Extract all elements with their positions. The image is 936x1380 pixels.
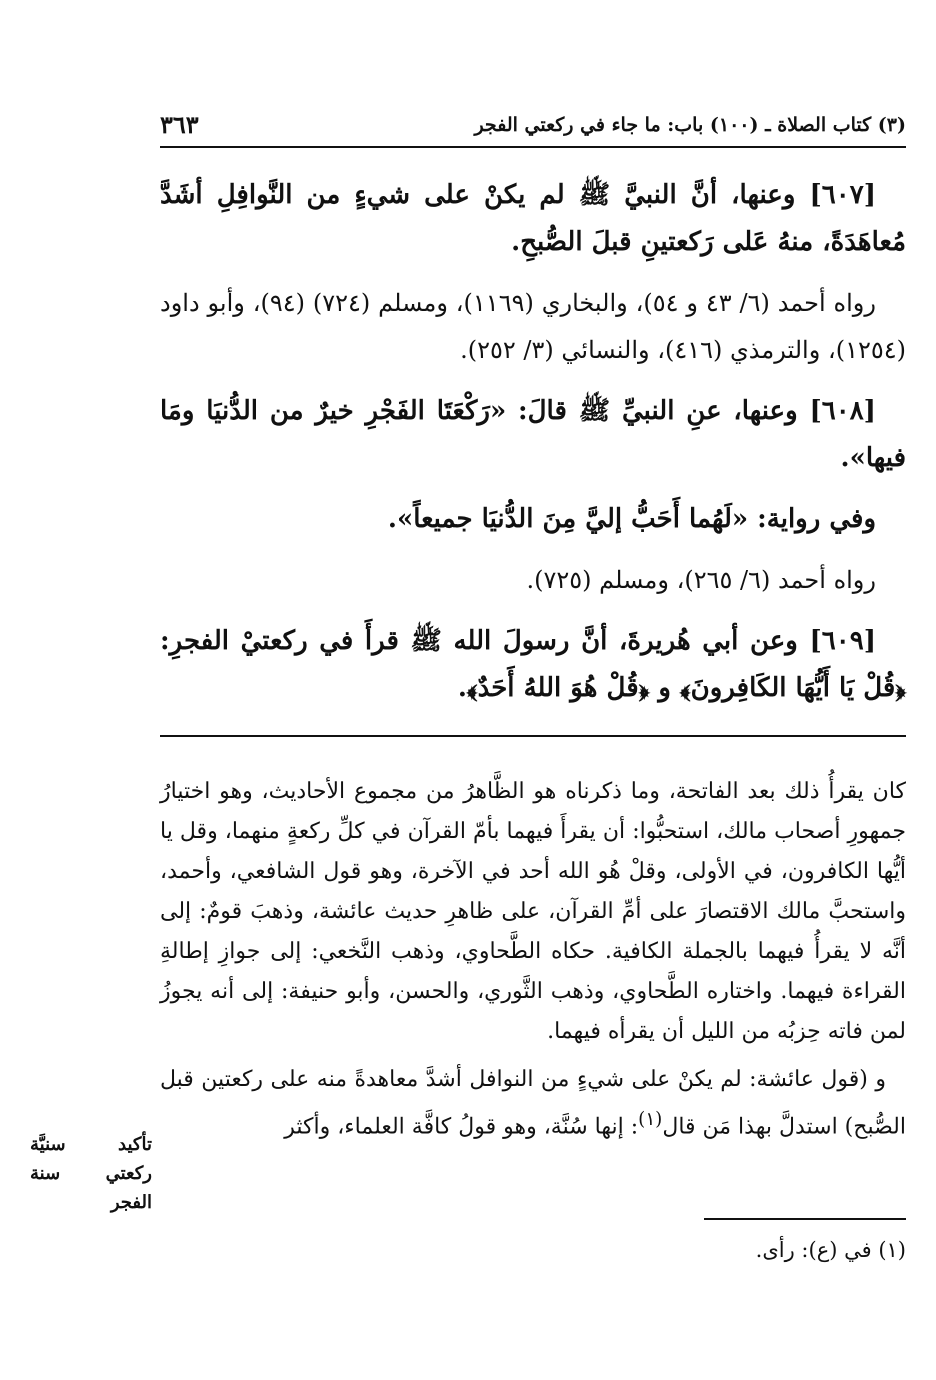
commentary <box>160 772 906 1155</box>
margin-heading: تأكيد سنيَّة ركعتي سنة الفجر <box>30 1134 152 1213</box>
hadith-608-riwaya: وفي رواية: «لَهُما أَحَبُّ إليَّ مِنَ الدُّنيَا جميعاً». <box>387 504 876 534</box>
footnote-divider <box>704 1218 906 1220</box>
footnote-ref: (١) <box>638 1109 663 1130</box>
commentary-paragraph <box>160 1060 906 1147</box>
footnote: (١) في (ع): رأى. <box>755 1238 906 1262</box>
commentary-text: : إنها سُنَّة، وهو قولُ كافَّة العلماء، وأكثر <box>284 1114 639 1140</box>
hadith-607 <box>160 172 906 266</box>
hadith-body: وعنها، عنِ النبيِّ ﷺ قالَ: «رَكْعَتَا الفَجْرِ خيرٌ من الدُّنيَا ومَا فيها». <box>160 396 906 473</box>
hadith-number: [٦٠٧] <box>809 180 876 210</box>
hadith-body: وعنها، أنَّ النبيَّ ﷺ لم يكنْ على شيءٍ من النَّوافِلِ أشَدَّ مُعاهَدَةً، منهُ عَلى رَكعتينِ قبلَ الصُّبحِ. <box>160 180 906 257</box>
running-header <box>160 108 906 148</box>
hadith-body: وعن أبي هُريرةَ، أنَّ رسولَ الله ﷺ قرأَ في ركعتيْ الفجرِ: ﴿قُلْ يَا أَيُّهَا الكَافِرونَ﴾ و ﴿قُلْ هُوَ اللهُ أَحَدٌ﴾. <box>160 626 906 703</box>
commentary-paragraph: كان يقرأُ ذلك بعد الفاتحة، وما ذكرناه هو الظَّاهرُ من مجموع الأحاديث، وهو اختيارُ جمهورِ أصحاب مالك، استحبُّوا: أن يقرأَ فيهما بأمّ القرآن في كلِّ ركعةٍ منهما، وقل يا أيُّها الكافرون، في الأولى، وقلْ هُو الله أحد في الآخرة، وهو قول الشافعي، وأحمد، واستحبَّ مالك الاقتصارَ على أمِّ القرآن، على ظاهرِ حديث عائشة، وذهبَ قومٌ: إلى أنَّه لا يقرأُ فيهما بالجملة الكافية. حكاه الطَّحاوي، وذهب النَّخعي: إلى جوازِ إطالةِ القراءة فيهما. واختاره الطَّحاوي، وذهب الثَّوري، والحسن، وأبو حنيفة: إلى أنه يجوزُ لمن فاته حِزبُه من الليل أن يقرأه فيهما. <box>160 779 906 1044</box>
commentary-text: و (قول عائشة: لم يكنْ على شيءٍ من النوافل أشدَّ معاهدةً منه على ركعتين قبل الصُّبح) استدلَّ بهذا مَن قال <box>160 1067 906 1140</box>
header-divider <box>160 146 906 148</box>
hadith-number: [٦٠٩] <box>809 626 876 656</box>
hadith-608 <box>160 388 906 482</box>
page-number: ٣٦٣ <box>160 110 199 139</box>
hadith-number: [٦٠٨] <box>809 396 876 426</box>
section-divider <box>160 735 906 737</box>
chapter-title: (٣) كتاب الصلاة ـ (١٠٠) باب: ما جاء في ركعتي الفجر <box>474 114 906 136</box>
hadith-607-sources: رواه أحمد (٦/ ٤٣ و ٥٤)، والبخاري (١١٦٩)، ومسلم (٧٢٤) (٩٤)، وأبو داود (١٢٥٤)، والترمذي (٤١٦)، والنسائي (٣/ ٢٥٢). <box>160 289 906 364</box>
hadith-608-sources: رواه أحمد (٦/ ٢٦٥)، ومسلم (٧٢٥). <box>526 566 876 594</box>
hadith-609 <box>160 618 906 712</box>
hadith-text <box>160 172 906 726</box>
